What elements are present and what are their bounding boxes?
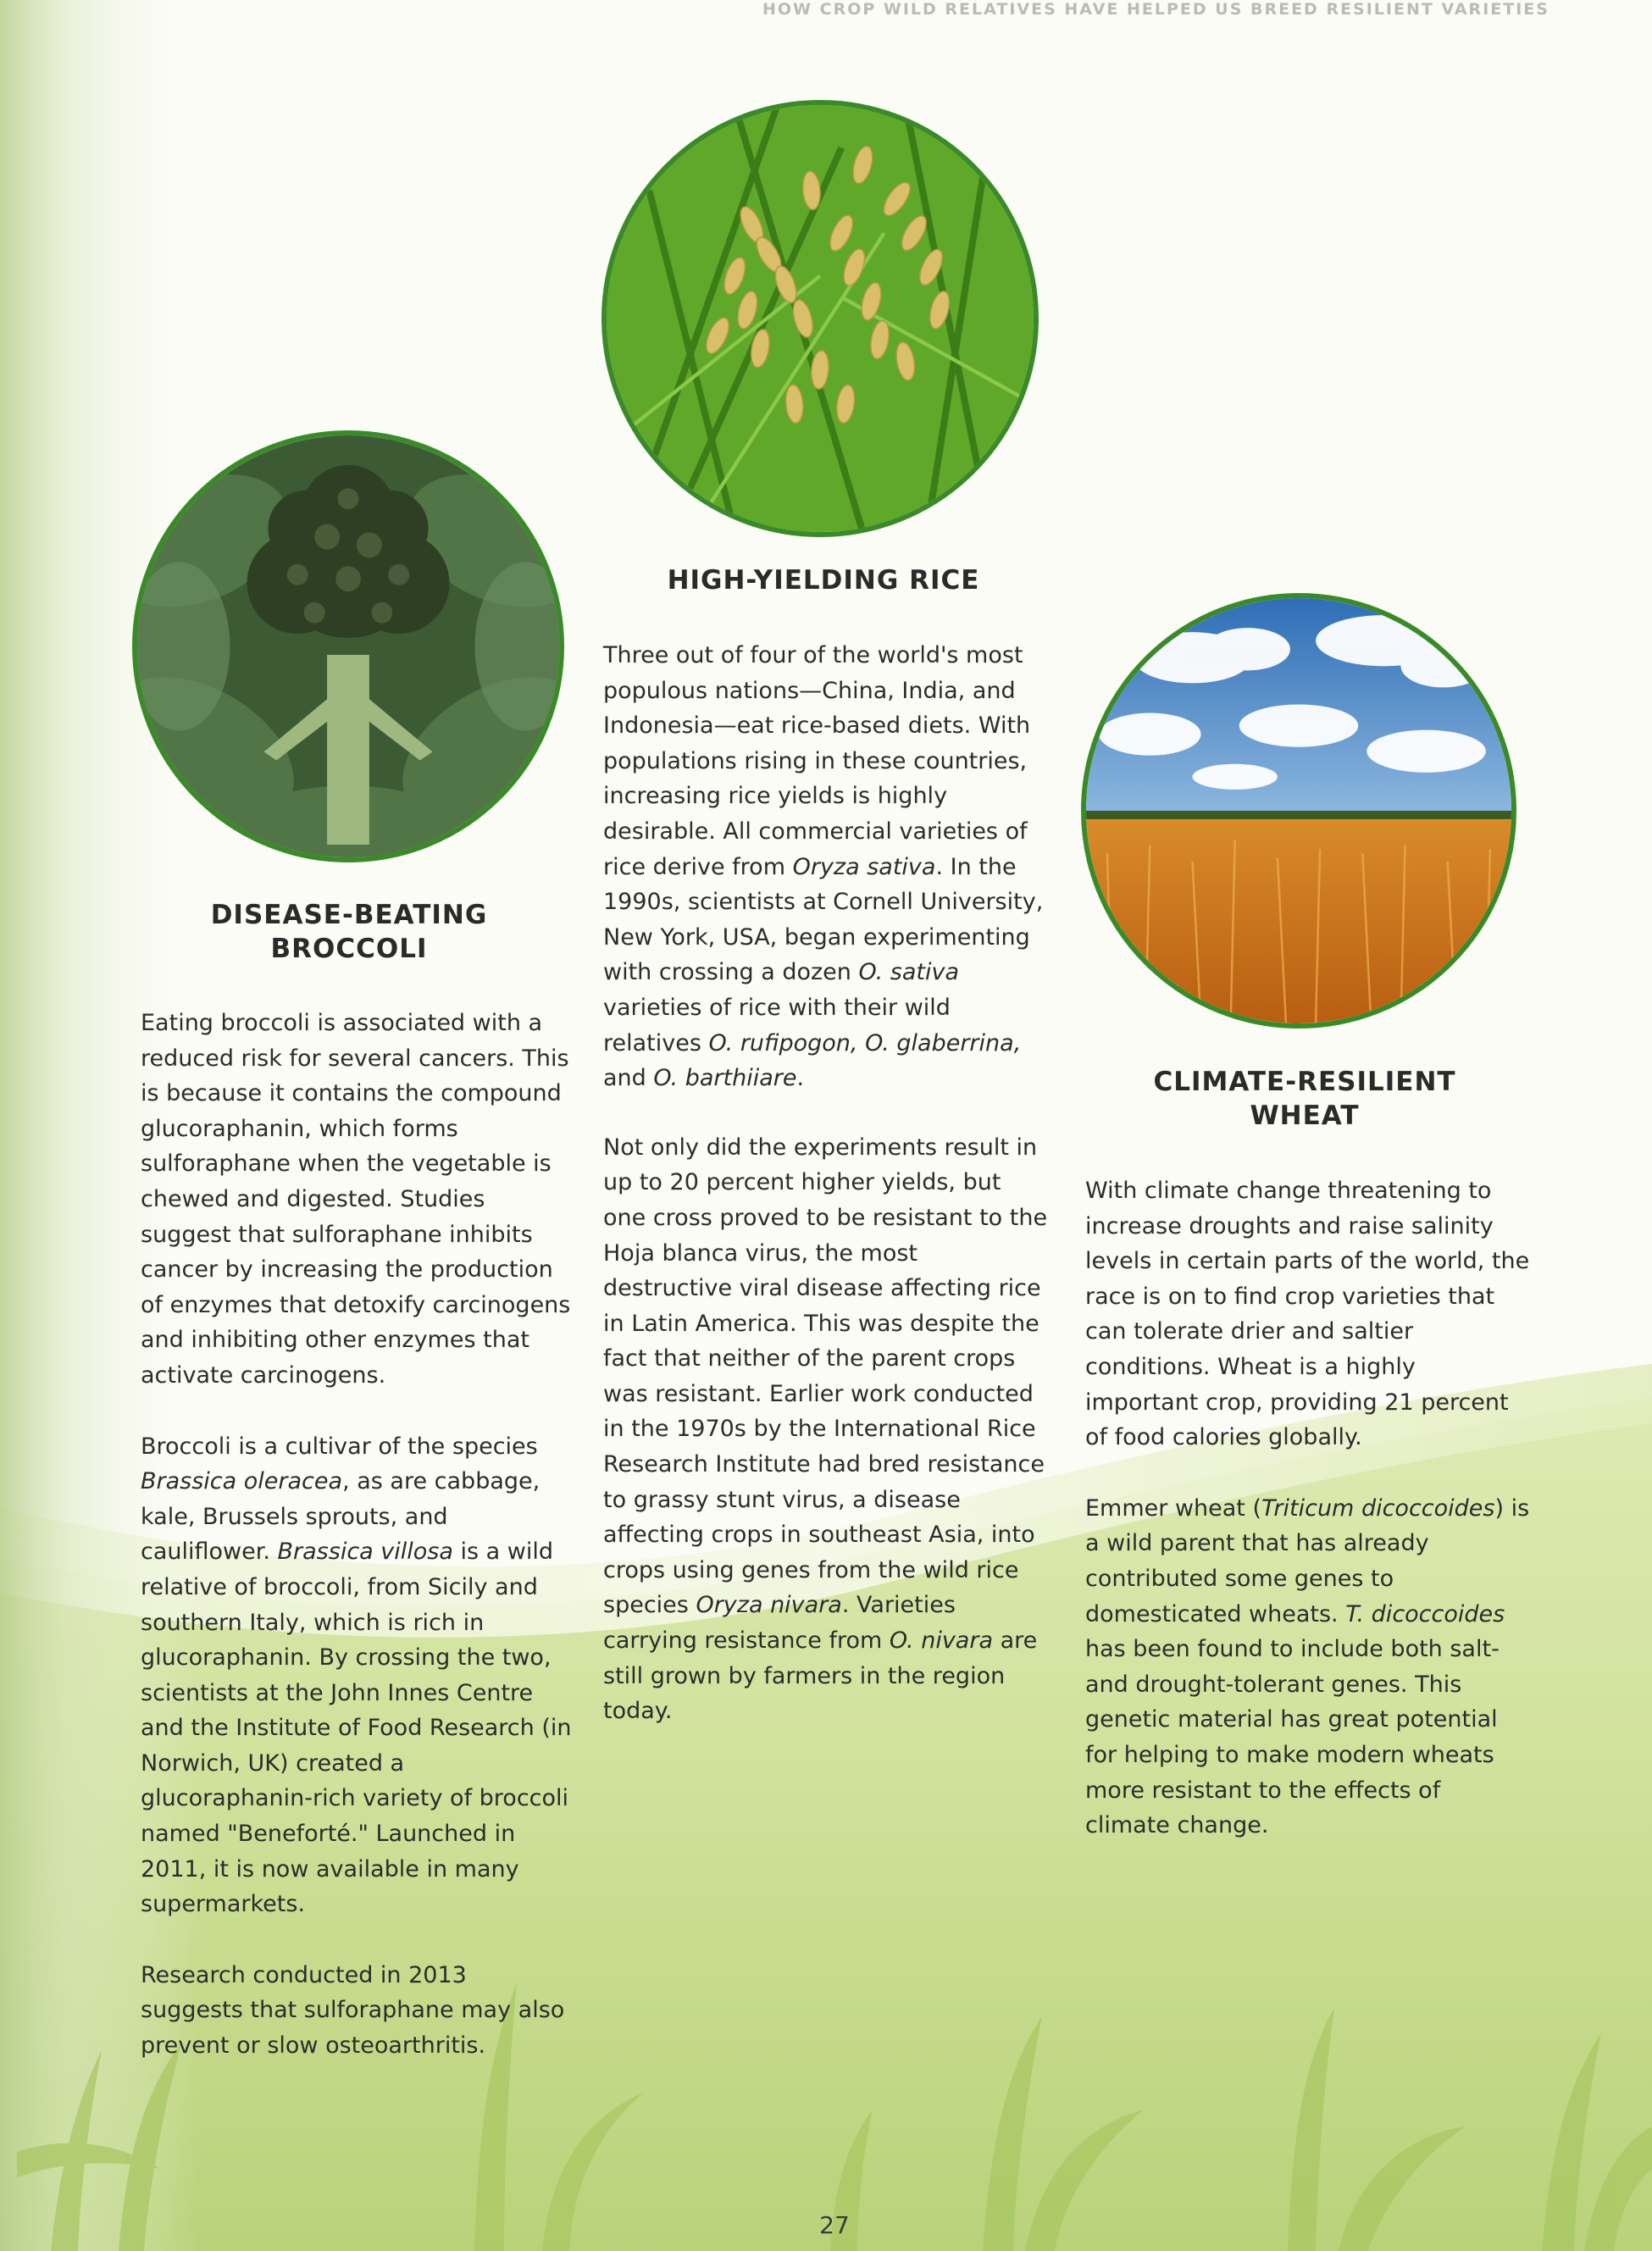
broccoli-heading — [188, 898, 510, 966]
wheat-field-photo — [1081, 593, 1516, 1028]
broccoli-photo — [132, 430, 564, 862]
running-title: HOW CROP WILD RELATIVES HAVE HELPED US BREED RESILIENT VARIETIES — [762, 0, 1549, 19]
wheat-paragraph-1: With climate change threatening to increase droughts and raise salinity levels in certain parts of the world, the race is on to find crop varieties that can tolerate drier and saltier conditions. Wheat is a highly important crop, providing 21 percent of food calories globally. — [1085, 1178, 1530, 1451]
wheat-heading — [1127, 1065, 1483, 1133]
broccoli-paragraph-3: Research conducted in 2013 suggests that sulforaphane may also prevent or slow osteoarthritis. — [141, 1961, 565, 2060]
wheat-body — [1085, 1173, 1530, 1843]
page-number: 27 — [819, 2211, 850, 2239]
broccoli-heading-line-1: DISEASE-BEATING — [210, 900, 488, 930]
wheat-paragraph-2: Emmer wheat (Triticum dicoccoides) is a wild parent that has already contributed some genes to domesticated wheats. T. dicoccoides has been found to include both salt- and drought-tolerant genes. This genetic material has great potential for helping to make modern wheats more resistant to the effects of climate change. — [1085, 1494, 1530, 1839]
broccoli-section — [188, 898, 510, 966]
wheat-heading-line-2: WHEAT — [1250, 1101, 1360, 1131]
rice-heading: HIGH-YIELDING RICE — [667, 565, 980, 596]
rice-paragraph-1: Three out of four of the world's most populous nations—China, India, and Indonesia—eat rice-based diets. With populations rising in these countries, increasing rice yields is highly desirable. All commercial varieties of rice derive from Oryza sativa. In the 1990s, scientists at Cornell University, New York, USA, began experimenting with crossing a dozen O. sativa varieties of rice with their wild relatives O. rufipogon, O. glaberrina, and O. barthiiare. — [603, 642, 1044, 1092]
broccoli-body — [141, 1006, 573, 2064]
rice-body — [603, 638, 1048, 1729]
rice-section — [603, 563, 1044, 597]
wheat-heading-line-1: CLIMATE-RESILIENT — [1153, 1067, 1456, 1097]
rice-paragraph-2: Not only did the experiments result in up to 20 percent higher yields, but one cross proved to be resistant to the Hoja blanca virus, the most destructive viral disease affecting rice in Latin America. This was despite the fact that neither of the parent crops was resistant. Earlier work conducted in the 1970s by the International Rice Research Institute had bred resistance to grassy stunt virus, a disease affecting crops in southeast Asia, into crops using genes from the wild rice species Oryza nivara. Varieties carrying resistance from O. nivara are still grown by farmers in the region today. — [603, 1134, 1048, 1725]
rice-photo — [601, 100, 1039, 537]
wheat-section — [1127, 1065, 1483, 1133]
broccoli-paragraph-2: Broccoli is a cultivar of the species Brassica oleracea, as are cabbage, kale, Brussels sprouts, and cauliflower. Brassica villosa is a wild relative of broccoli, from Sicily and southern Italy, which is rich in glucoraphanin. By crossing the two, scientists at the John Innes Centre and the Institute of Food Research (in Norwich, UK) created a glucoraphanin-rich variety of broccoli named "Beneforté." Launched in 2011, it is now available in many supermarkets. — [141, 1433, 572, 1918]
broccoli-paragraph-1: Eating broccoli is associated with a reduced risk for several cancers. This is because it contains the compound glucoraphanin, which forms sulforaphane when the vegetable is chewed and digested. Studies suggest that sulforaphane inhibits cancer by increasing the production of enzymes that detoxify carcinogens and inhibiting other enzymes that activate carcinogens. — [141, 1010, 571, 1389]
broccoli-heading-line-2: BROCCOLI — [270, 934, 428, 964]
